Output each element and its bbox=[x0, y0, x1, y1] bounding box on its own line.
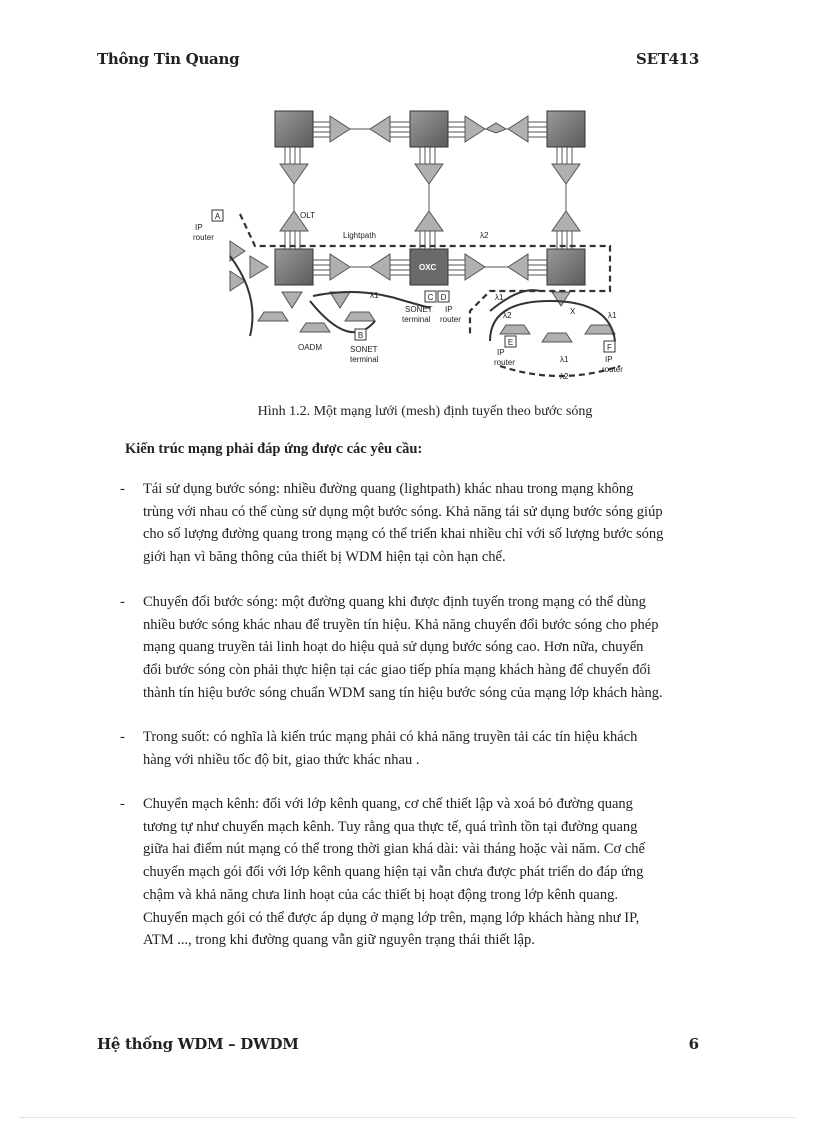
page-number: 6 bbox=[688, 1035, 699, 1053]
svg-text:router: router bbox=[494, 358, 515, 367]
svg-text:IP: IP bbox=[195, 223, 203, 232]
list-item: - Chuyển đổi bước sóng: một đường quang khi được định tuyến trong mạng có thể dùng nhiều bước sóng khác nhau để truyền tín hiệu. Khả năng chuyển đổi bước sóng cho phép mạng quang truyền tải linh hoạt do hiệu quả sử dụng bước sóng cao. Hơn nữa, chuyển đổi bước sóng còn phải thực hiện tại các giao tiếp phía mạng khách hàng để chuyển đổi thành tín hiệu bước sóng chuẩn WDM sang tín hiệu bước sóng của mạng lớp khách hàng. bbox=[120, 594, 663, 701]
oxc-node bbox=[275, 249, 313, 285]
header-title: Thông Tin Quang bbox=[97, 50, 240, 68]
oxc-node bbox=[275, 111, 313, 147]
section-heading: Kiến trúc mạng phải đáp ứng được các yêu cầu: bbox=[125, 441, 423, 457]
svg-text:terminal: terminal bbox=[402, 315, 431, 324]
svg-text:X: X bbox=[570, 307, 576, 316]
label-C: C bbox=[427, 293, 434, 302]
svg-text:terminal: terminal bbox=[350, 355, 379, 364]
page-bottom-divider bbox=[20, 1117, 796, 1118]
svg-text:λ1: λ1 bbox=[370, 291, 379, 300]
oxc-node bbox=[410, 111, 448, 147]
oxc-node bbox=[547, 249, 585, 285]
list-item: - Trong suốt: có nghĩa là kiến trúc mạng phải có khả năng truyền tải các tín hiệu khách hàng với nhiều tốc độ bit, giao thức khác nhau . bbox=[120, 729, 638, 768]
list-item: - Tái sử dụng bước sóng: nhiều đường quang (lightpath) khác nhau trong mạng không trùng với nhau có thể cùng sử dụng một bước sóng. Khả năng tái sử dụng bước sóng giúp cho số lượng đường quang trong mạng có thể triển khai nhiều chỉ với số lượng bước sóng giới hạn vì băng thông của thiết bị WDM hiện tại còn hạn chế. bbox=[120, 481, 664, 566]
oxc-node bbox=[547, 111, 585, 147]
label-OADM: OADM bbox=[298, 343, 322, 352]
svg-text:λ1: λ1 bbox=[495, 293, 504, 302]
list-item: - Chuyển mạch kênh: đối với lớp kênh quang, cơ chế thiết lập và xoá bỏ đường quang tương tự như chuyển mạch kênh. Tuy rằng qua thực tế, quá trình tồn tại đường quang giữa hai điểm nút mạng có thể trong thời gian khá dài: vài tháng hoặc vài năm. Cơ chế chuyển mạch gói đối với lớp kênh quang hiện tại vẫn chưa được phát triển do đáp ứng chậm và khả năng chưa linh hoạt của các thiết bị hoạt động trong lớp kênh quang. Chuyển mạch gói có thể được áp dụng ở mạng lớp trên, mạng lớp khách hàng như IP, ATM ..., trong khi đường quang vẫn giữ nguyên trạng thái thiết lập. bbox=[120, 796, 645, 949]
label-A: A bbox=[214, 212, 221, 221]
label-D: D bbox=[440, 293, 447, 302]
header-code: SET413 bbox=[636, 50, 699, 68]
svg-text:λ1: λ1 bbox=[560, 355, 569, 364]
label-lightpath: Lightpath bbox=[343, 231, 376, 240]
svg-text:λ2: λ2 bbox=[503, 311, 512, 320]
label-OLT: OLT bbox=[300, 211, 315, 220]
svg-text:router: router bbox=[193, 233, 214, 242]
svg-text:router: router bbox=[440, 315, 461, 324]
figure-caption: Hình 1.2. Một mạng lưới (mesh) định tuyến theo bước sóng bbox=[257, 404, 593, 419]
footer-title: Hệ thống WDM – DWDM bbox=[97, 1035, 299, 1053]
label-B: B bbox=[357, 331, 364, 340]
svg-text:λ1: λ1 bbox=[608, 311, 617, 320]
label-F: F bbox=[607, 343, 612, 352]
mesh-network-figure bbox=[190, 96, 640, 396]
svg-text:IP: IP bbox=[605, 355, 613, 364]
svg-text:λ2: λ2 bbox=[560, 372, 569, 381]
svg-text:λ2: λ2 bbox=[480, 231, 489, 240]
label-E: E bbox=[507, 338, 514, 347]
svg-text:SONET: SONET bbox=[405, 305, 433, 314]
svg-text:router: router bbox=[602, 365, 623, 374]
svg-text:IP: IP bbox=[445, 305, 453, 314]
svg-text:IP: IP bbox=[497, 348, 505, 357]
label-OXC: OXC bbox=[419, 263, 437, 272]
svg-text:SONET: SONET bbox=[350, 345, 378, 354]
